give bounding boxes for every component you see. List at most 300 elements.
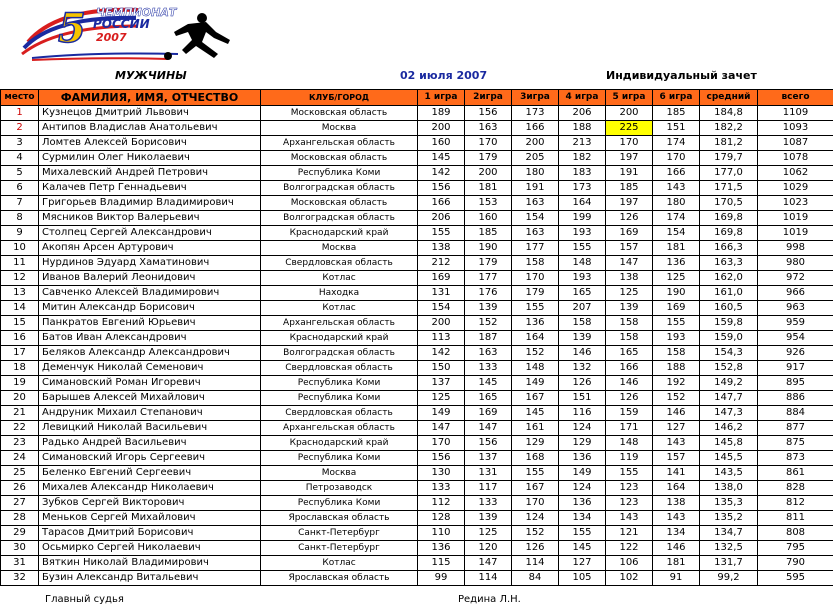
game5-cell: 197 [606,151,653,166]
game2-cell: 200 [465,166,512,181]
club-cell: Архангельская область [261,421,418,436]
game4-cell: 173 [559,181,606,196]
game1-cell: 133 [418,481,465,496]
game3-cell: 170 [512,496,559,511]
game3-cell: 163 [512,196,559,211]
game6-cell: 174 [653,136,700,151]
table-row [1,466,833,481]
game5-cell: 169 [606,226,653,241]
place-cell: 20 [1,391,39,406]
col-game3: 3игра [512,90,559,106]
table-row [1,286,833,301]
game4-cell: 151 [559,391,606,406]
col-game6: 6 игра [653,90,700,106]
game3-cell: 163 [512,226,559,241]
game2-cell: 114 [465,571,512,586]
game2-cell: 177 [465,271,512,286]
game3-cell: 166 [512,121,559,136]
game3-cell: 179 [512,286,559,301]
game1-cell: 149 [418,406,465,421]
name-cell: Столпец Сергей Александрович [39,226,261,241]
name-cell: Осьмирко Сергей Николаевич [39,541,261,556]
name-cell: Нурдинов Эдуард Хаматинович [39,256,261,271]
game1-cell: 115 [418,556,465,571]
name-cell: Батов Иван Александрович [39,331,261,346]
game4-cell: 165 [559,286,606,301]
total-cell: 1029 [758,181,833,196]
game1-cell: 156 [418,181,465,196]
name-cell: Акопян Арсен Артурович [39,241,261,256]
col-game5: 5 игра [606,90,653,106]
game3-cell: 161 [512,421,559,436]
average-cell: 138,0 [700,481,758,496]
club-cell: Москва [261,241,418,256]
game6-cell: 146 [653,406,700,421]
name-cell: Беленко Евгений Сергеевич [39,466,261,481]
game2-cell: 133 [465,361,512,376]
name-cell: Митин Александр Борисович [39,301,261,316]
game3-cell: 155 [512,466,559,481]
game6-cell: 125 [653,271,700,286]
game3-cell: 152 [512,346,559,361]
club-cell: Республика Коми [261,496,418,511]
table-row [1,106,833,121]
average-cell: 184,8 [700,106,758,121]
place-cell: 32 [1,571,39,586]
total-cell: 895 [758,376,833,391]
game5-cell: 158 [606,316,653,331]
game3-cell: 170 [512,271,559,286]
place-cell: 9 [1,226,39,241]
club-cell: Свердловская область [261,361,418,376]
place-cell: 27 [1,496,39,511]
total-cell: 966 [758,286,833,301]
club-cell: Свердловская область [261,256,418,271]
table-row [1,541,833,556]
average-cell: 154,3 [700,346,758,361]
name-cell: Радько Андрей Васильевич [39,436,261,451]
place-cell: 22 [1,421,39,436]
club-cell: Московская область [261,106,418,121]
game1-cell: 128 [418,511,465,526]
average-cell: 162,0 [700,271,758,286]
game2-cell: 137 [465,451,512,466]
game5-cell: 138 [606,271,653,286]
game1-cell: 142 [418,346,465,361]
name-cell: Барышев Алексей Михайлович [39,391,261,406]
name-cell: Деменчук Николай Семенович [39,361,261,376]
total-cell: 917 [758,361,833,376]
game5-cell: 157 [606,241,653,256]
club-cell: Республика Коми [261,166,418,181]
game2-cell: 139 [465,511,512,526]
total-cell: 1093 [758,121,833,136]
total-cell: 1087 [758,136,833,151]
total-cell: 963 [758,301,833,316]
game5-cell: 119 [606,451,653,466]
club-cell: Ярославская область [261,571,418,586]
logo-number: 5 [58,5,86,52]
average-cell: 135,3 [700,496,758,511]
game6-cell: 141 [653,466,700,481]
table-row [1,196,833,211]
col-game2: 2игра [465,90,512,106]
place-cell: 8 [1,211,39,226]
game3-cell: 148 [512,361,559,376]
club-cell: Санкт-Петербург [261,526,418,541]
game1-cell: 138 [418,241,465,256]
club-cell: Москва [261,121,418,136]
game1-cell: 156 [418,451,465,466]
game6-cell: 127 [653,421,700,436]
club-cell: Архангельская область [261,136,418,151]
game2-cell: 190 [465,241,512,256]
game4-cell: 105 [559,571,606,586]
logo-line1: ЧЕМПИОНАТ [96,6,177,19]
game5-cell: 122 [606,541,653,556]
table-row [1,391,833,406]
game1-cell: 200 [418,121,465,136]
total-cell: 828 [758,481,833,496]
game4-cell: 149 [559,466,606,481]
table-row [1,151,833,166]
game6-cell: 193 [653,331,700,346]
club-cell: Волгоградская область [261,211,418,226]
place-cell: 18 [1,361,39,376]
game6-cell: 174 [653,211,700,226]
game4-cell: 193 [559,271,606,286]
game4-cell: 136 [559,451,606,466]
game4-cell: 136 [559,496,606,511]
game5-cell: 148 [606,436,653,451]
average-cell: 163,3 [700,256,758,271]
name-cell: Ломтев Алексей Борисович [39,136,261,151]
game5-cell: 166 [606,361,653,376]
game5-cell: 159 [606,406,653,421]
place-cell: 17 [1,346,39,361]
place-cell: 15 [1,316,39,331]
place-cell: 16 [1,331,39,346]
game2-cell: 153 [465,196,512,211]
game4-cell: 155 [559,526,606,541]
game4-cell: 213 [559,136,606,151]
game3-cell: 136 [512,316,559,331]
game4-cell: 199 [559,211,606,226]
total-cell: 1023 [758,196,833,211]
total-cell: 1109 [758,106,833,121]
game6-cell: 143 [653,436,700,451]
game2-cell: 179 [465,151,512,166]
game4-cell: 126 [559,376,606,391]
game1-cell: 131 [418,286,465,301]
game3-cell: 152 [512,526,559,541]
table-row [1,346,833,361]
game3-cell: 154 [512,211,559,226]
game3-cell: 173 [512,106,559,121]
game2-cell: 139 [465,301,512,316]
game6-cell: 143 [653,511,700,526]
game2-cell: 169 [465,406,512,421]
total-cell: 811 [758,511,833,526]
game5-cell: 191 [606,166,653,181]
name-cell: Тарасов Дмитрий Борисович [39,526,261,541]
table-row [1,511,833,526]
game2-cell: 147 [465,421,512,436]
name-cell: Кузнецов Дмитрий Львович [39,106,261,121]
average-cell: 170,5 [700,196,758,211]
game6-cell: 154 [653,226,700,241]
col-total: всего [758,90,833,106]
game1-cell: 160 [418,136,465,151]
game2-cell: 156 [465,436,512,451]
club-cell: Краснодарский край [261,331,418,346]
game6-cell: 146 [653,541,700,556]
game4-cell: 148 [559,256,606,271]
place-cell: 19 [1,376,39,391]
game5-cell: 106 [606,556,653,571]
place-cell: 10 [1,241,39,256]
total-cell: 998 [758,241,833,256]
name-cell: Бузин Александр Витальевич [39,571,261,586]
col-place: место [1,90,39,106]
game6-cell: 170 [653,151,700,166]
club-cell: Москва [261,466,418,481]
logo-year: 2007 [96,31,127,44]
game4-cell: 207 [559,301,606,316]
name-cell: Калачев Петр Геннадьевич [39,181,261,196]
game5-cell: 146 [606,376,653,391]
average-cell: 181,2 [700,136,758,151]
club-cell: Котлас [261,556,418,571]
table-row [1,406,833,421]
name-cell: Савченко Алексей Владимирович [39,286,261,301]
game3-cell: 114 [512,556,559,571]
game3-cell: 167 [512,481,559,496]
game5-cell: 121 [606,526,653,541]
place-cell: 4 [1,151,39,166]
game2-cell: 156 [465,106,512,121]
game3-cell: 158 [512,256,559,271]
club-cell: Волгоградская область [261,346,418,361]
game3-cell: 129 [512,436,559,451]
game4-cell: 134 [559,511,606,526]
average-cell: 143,5 [700,466,758,481]
game2-cell: 133 [465,496,512,511]
average-cell: 132,5 [700,541,758,556]
average-cell: 166,3 [700,241,758,256]
average-cell: 161,0 [700,286,758,301]
place-cell: 29 [1,526,39,541]
game2-cell: 165 [465,391,512,406]
game2-cell: 117 [465,481,512,496]
game2-cell: 163 [465,346,512,361]
game3-cell: 149 [512,376,559,391]
average-cell: 159,0 [700,331,758,346]
club-cell: Свердловская область [261,406,418,421]
name-cell: Михалевский Андрей Петрович [39,166,261,181]
table-row [1,271,833,286]
game6-cell: 136 [653,256,700,271]
table-row [1,481,833,496]
game2-cell: 176 [465,286,512,301]
club-cell: Московская область [261,196,418,211]
game3-cell: 168 [512,451,559,466]
game4-cell: 124 [559,421,606,436]
game5-cell: 123 [606,496,653,511]
average-cell: 169,8 [700,226,758,241]
game6-cell: 151 [653,121,700,136]
table-row [1,316,833,331]
game6-cell: 181 [653,241,700,256]
game4-cell: 124 [559,481,606,496]
name-cell: Левицкий Николай Васильевич [39,421,261,436]
game1-cell: 125 [418,391,465,406]
average-cell: 149,2 [700,376,758,391]
name-cell: Симановский Игорь Сергеевич [39,451,261,466]
table-row [1,226,833,241]
average-cell: 145,5 [700,451,758,466]
club-cell: Санкт-Петербург [261,541,418,556]
game6-cell: 169 [653,301,700,316]
game5-cell: 143 [606,511,653,526]
game2-cell: 120 [465,541,512,556]
game5-cell: 126 [606,391,653,406]
total-cell: 877 [758,421,833,436]
game6-cell: 185 [653,106,700,121]
name-cell: Меньков Сергей Михайлович [39,511,261,526]
game3-cell: 126 [512,541,559,556]
average-cell: 179,7 [700,151,758,166]
game1-cell: 206 [418,211,465,226]
championship-logo [18,2,238,64]
club-cell: Московская область [261,151,418,166]
game4-cell: 127 [559,556,606,571]
game4-cell: 155 [559,241,606,256]
name-cell: Антипов Владислав Анатольевич [39,121,261,136]
total-cell: 884 [758,406,833,421]
total-cell: 875 [758,436,833,451]
game5-cell: 185 [606,181,653,196]
average-cell: 171,5 [700,181,758,196]
place-cell: 24 [1,451,39,466]
total-cell: 595 [758,571,833,586]
game5-cell: 225 [606,121,653,136]
total-cell: 808 [758,526,833,541]
game1-cell: 200 [418,316,465,331]
club-cell: Котлас [261,271,418,286]
place-cell: 25 [1,466,39,481]
game3-cell: 167 [512,391,559,406]
average-cell: 147,7 [700,391,758,406]
game6-cell: 158 [653,346,700,361]
game6-cell: 91 [653,571,700,586]
game6-cell: 166 [653,166,700,181]
game6-cell: 143 [653,181,700,196]
event-type: Индивидуальный зачет [606,69,757,82]
game2-cell: 187 [465,331,512,346]
game1-cell: 145 [418,151,465,166]
average-cell: 169,8 [700,211,758,226]
game6-cell: 164 [653,481,700,496]
place-cell: 1 [1,106,39,121]
game4-cell: 139 [559,331,606,346]
game4-cell: 146 [559,346,606,361]
average-cell: 182,2 [700,121,758,136]
club-cell: Республика Коми [261,451,418,466]
game4-cell: 132 [559,361,606,376]
game1-cell: 130 [418,466,465,481]
game3-cell: 164 [512,331,559,346]
table-row [1,571,833,586]
total-cell: 790 [758,556,833,571]
game2-cell: 179 [465,256,512,271]
game3-cell: 177 [512,241,559,256]
col-game4: 4 игра [559,90,606,106]
game4-cell: 193 [559,226,606,241]
game1-cell: 189 [418,106,465,121]
col-club: КЛУБ/ГОРОД [261,90,418,106]
table-row [1,496,833,511]
game2-cell: 170 [465,136,512,151]
game3-cell: 180 [512,166,559,181]
chief-judge-label: Главный судья [45,594,124,605]
total-cell: 980 [758,256,833,271]
game5-cell: 171 [606,421,653,436]
game4-cell: 158 [559,316,606,331]
game3-cell: 205 [512,151,559,166]
total-cell: 972 [758,271,833,286]
game5-cell: 155 [606,466,653,481]
game1-cell: 112 [418,496,465,511]
game6-cell: 134 [653,526,700,541]
game5-cell: 158 [606,331,653,346]
average-cell: 145,8 [700,436,758,451]
game5-cell: 200 [606,106,653,121]
average-cell: 147,3 [700,406,758,421]
game2-cell: 181 [465,181,512,196]
game6-cell: 138 [653,496,700,511]
game4-cell: 182 [559,151,606,166]
place-cell: 23 [1,436,39,451]
place-cell: 5 [1,166,39,181]
logo-line2: РОССИИ [93,17,150,31]
table-row [1,256,833,271]
total-cell: 954 [758,331,833,346]
place-cell: 6 [1,181,39,196]
place-cell: 2 [1,121,39,136]
game5-cell: 123 [606,481,653,496]
game2-cell: 152 [465,316,512,331]
place-cell: 7 [1,196,39,211]
table-row [1,166,833,181]
game4-cell: 145 [559,541,606,556]
place-cell: 13 [1,286,39,301]
place-cell: 11 [1,256,39,271]
club-cell: Котлас [261,301,418,316]
col-average: средний [700,90,758,106]
table-row [1,211,833,226]
game6-cell: 192 [653,376,700,391]
gender-category: МУЖЧИНЫ [115,69,187,82]
name-cell: Григорьев Владимир Владимирович [39,196,261,211]
game1-cell: 147 [418,421,465,436]
game5-cell: 139 [606,301,653,316]
total-cell: 886 [758,391,833,406]
col-name: ФАМИЛИЯ, ИМЯ, ОТЧЕСТВО [39,90,261,106]
chief-judge-name: Редина Л.Н. [458,594,521,605]
game4-cell: 129 [559,436,606,451]
name-cell: Беляков Александр Александрович [39,346,261,361]
